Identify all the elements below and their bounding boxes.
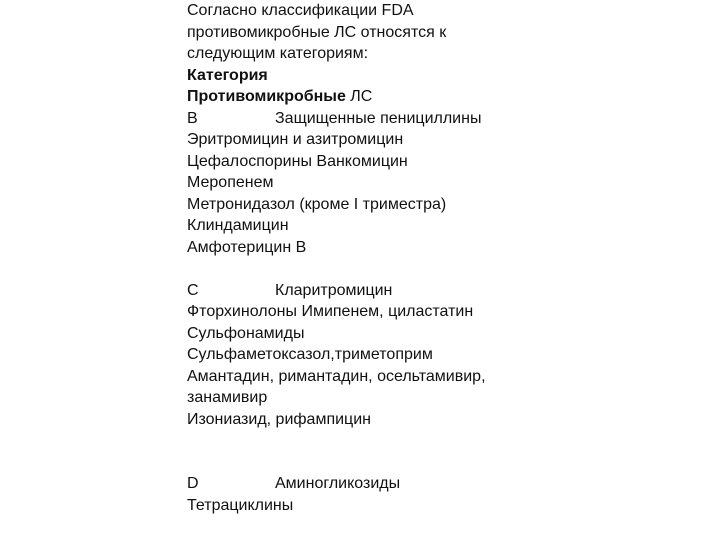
category-d-letter: D [187,475,199,492]
spacer [187,430,687,473]
category-d-first-item: Аминогликозиды [275,475,401,492]
category-b-item: Амфотерицин В [187,238,307,256]
category-d-item: Тетрациклины [187,496,294,514]
category-b-row [187,108,687,130]
category-d-row [187,473,687,495]
category-b-item: Метронидазол (кроме I триместра) [187,195,447,213]
category-b-item: Цефалоспорины Ванкомицин [187,152,408,170]
intro-line-2: противомикробные ЛС относятся к [187,23,447,41]
category-c-item: Изониазид, рифампицин [187,410,371,428]
category-b-letter: B [187,109,198,127]
category-c-item: Сульфаметоксазол,триметоприм [187,346,433,363]
category-c-item: Амантадин, римантадин, осельтамивир, [187,367,486,385]
category-b-item: Меропенем [187,174,274,191]
intro-line-1: Согласно классификации FDA [187,2,414,19]
category-b-item: Клиндамицин [187,217,289,234]
drugs-header-rest: ЛС [345,88,373,105]
spacer [187,258,687,280]
drugs-header [187,86,687,108]
category-c-first-item: Кларитромицин [275,281,393,299]
category-c-item: занамивир [187,389,268,406]
drugs-header-bold: Противомикробные [187,88,346,105]
category-c-item: Сульфонамиды [187,324,305,342]
category-header: Категория [187,66,268,84]
intro-line-3: следующим категориям: [187,45,369,62]
category-b-item: Эритромицин и азитромицин [187,131,404,148]
category-c-row [187,280,687,302]
category-c-letter: C [187,281,199,299]
category-c-item: Фторхинолоны Имипенем, циластатин [187,303,474,320]
category-b-first-item: Защищенные пенициллины [275,109,482,127]
fda-classification-text [187,0,687,516]
